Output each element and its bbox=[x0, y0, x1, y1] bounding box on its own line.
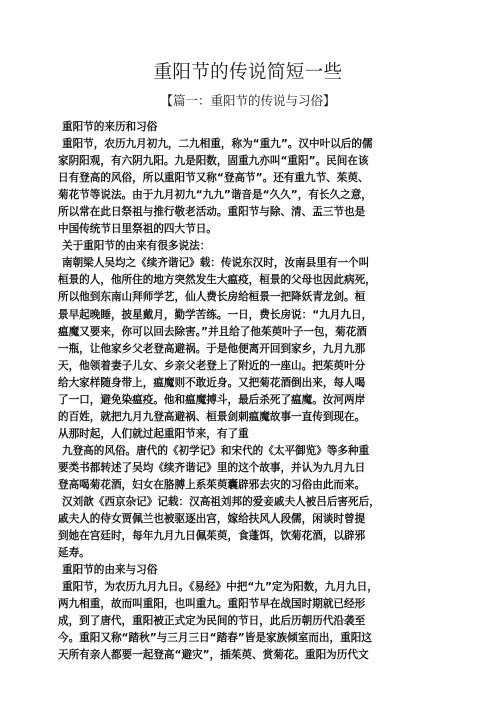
document-title: 重阳节的传说简短一些 bbox=[153, 62, 343, 83]
text-line: 关于重阳节的由来有很多说法： bbox=[62, 240, 211, 253]
text-line: 登高喝菊花酒，妇女在胳膊上系茱萸囊辟邪去灾的习俗由此而来。 bbox=[58, 478, 366, 491]
text-line: 桓景的人，他所住的地方突然发生大瘟疫，桓景的父母也因此病死， bbox=[58, 274, 376, 287]
text-line: 一瓶，让他家乡父老登高避祸。于是他便离开回到家乡，九月九那 bbox=[58, 342, 366, 355]
text-line: 日有登高的风俗，所以重阳节又称“登高节”。还有重九节、茱萸、 bbox=[58, 172, 369, 185]
text-line: 景早起晚睡，披星戴月，勤学苦练。一日，费长房说：“九月九日， bbox=[58, 308, 373, 321]
text-line: 到她在宫廷时，每年九月九日佩茱萸，食蓬饵，饮菊花酒，以辟邪 bbox=[58, 530, 366, 543]
text-line: 家阴阳观，有六阴九阳。九是阳数，固重九亦叫“重阳”。民间在该 bbox=[58, 155, 369, 168]
text-line: 成，到了唐代，重阳被正式定为民间的节日，此后历朝历代沿袭至 bbox=[58, 615, 366, 628]
text-line: 瘟魔又要来，你可以回去除害。”并且给了他茱萸叶子一包，菊花酒 bbox=[58, 325, 367, 338]
document-subtitle: 【篇一：重阳节的传说与习俗】 bbox=[160, 93, 336, 108]
text-line: 汉刘歆《西京杂记》记载：汉高祖刘邦的爱妾戚夫人被吕后害死后， bbox=[62, 496, 380, 509]
text-line: 重阳节，农历九月初九，二九相重，称为“重九”。汉中叶以后的儒 bbox=[62, 138, 373, 151]
text-line: 中国传统节日里祭祖的四大节日。 bbox=[58, 223, 217, 236]
text-line: 重阳节的来历和习俗 bbox=[62, 121, 158, 133]
text-line: 戚夫人的侍女贾佩兰也被驱逐出宫，嫁给扶风人段儒，闲谈时曾提 bbox=[58, 513, 366, 526]
text-line: 从那时起，人们就过起重阳节来，有了重 bbox=[58, 427, 249, 440]
text-line: 两九相重，故而叫重阳，也叫重九。重阳节早在战国时期就已经形 bbox=[58, 598, 366, 611]
text-line: 南朝梁人吴均之《续齐谐记》载：传说东汉时，汝南县里有一个叫 bbox=[62, 257, 370, 270]
text-line: 天，他领着妻子儿女、乡亲父老登上了附近的一座山。把茱萸叶分 bbox=[58, 359, 366, 372]
text-line: 重阳节的由来与习俗 bbox=[62, 564, 158, 577]
text-line: 延寿。 bbox=[58, 547, 90, 560]
text-line: 九登高的风俗。唐代的《初学记》和宋代的《太平御览》等多种重 bbox=[62, 444, 370, 457]
text-line: 要类书都转述了吴均《续齐谐记》里的这个故事，并认为九月九日 bbox=[58, 461, 366, 474]
text-line: 的百姓，就把九月九登高避祸、桓景剑刺瘟魔故事一直传到现在。 bbox=[58, 410, 366, 423]
text-line: 所以他到东南山拜师学艺，仙人费长房给桓景一把降妖青龙剑。桓 bbox=[58, 291, 366, 304]
text-line: 所以常在此日祭祖与推行敬老活动。重阳节与除、清、盂三节也是 bbox=[58, 206, 366, 219]
document-body bbox=[58, 119, 458, 665]
text-line: 天所有亲人都要一起登高“避灾”，插茱萸、赏菊花。重阳为历代文 bbox=[58, 649, 369, 662]
text-line: 了一口，避免染瘟疫。他和瘟魔搏斗，最后杀死了瘟魔。汝河两岸 bbox=[58, 393, 366, 406]
text-line: 重阳节，为农历九月九日。《易经》中把“九”定为阳数，九月九日， bbox=[62, 581, 378, 594]
text-line: 菊花节等说法。由于九月初九“九九”谐音是“久久”，有长久之意， bbox=[58, 189, 372, 202]
text-line: 给大家样随身带上，瘟魔则不敢近身。又把菊花酒倒出来，每人喝 bbox=[58, 376, 366, 389]
text-line: 今。重阳又称“踏秋”与三月三日“踏春”皆是家族倾室而出，重阳这 bbox=[58, 632, 372, 645]
